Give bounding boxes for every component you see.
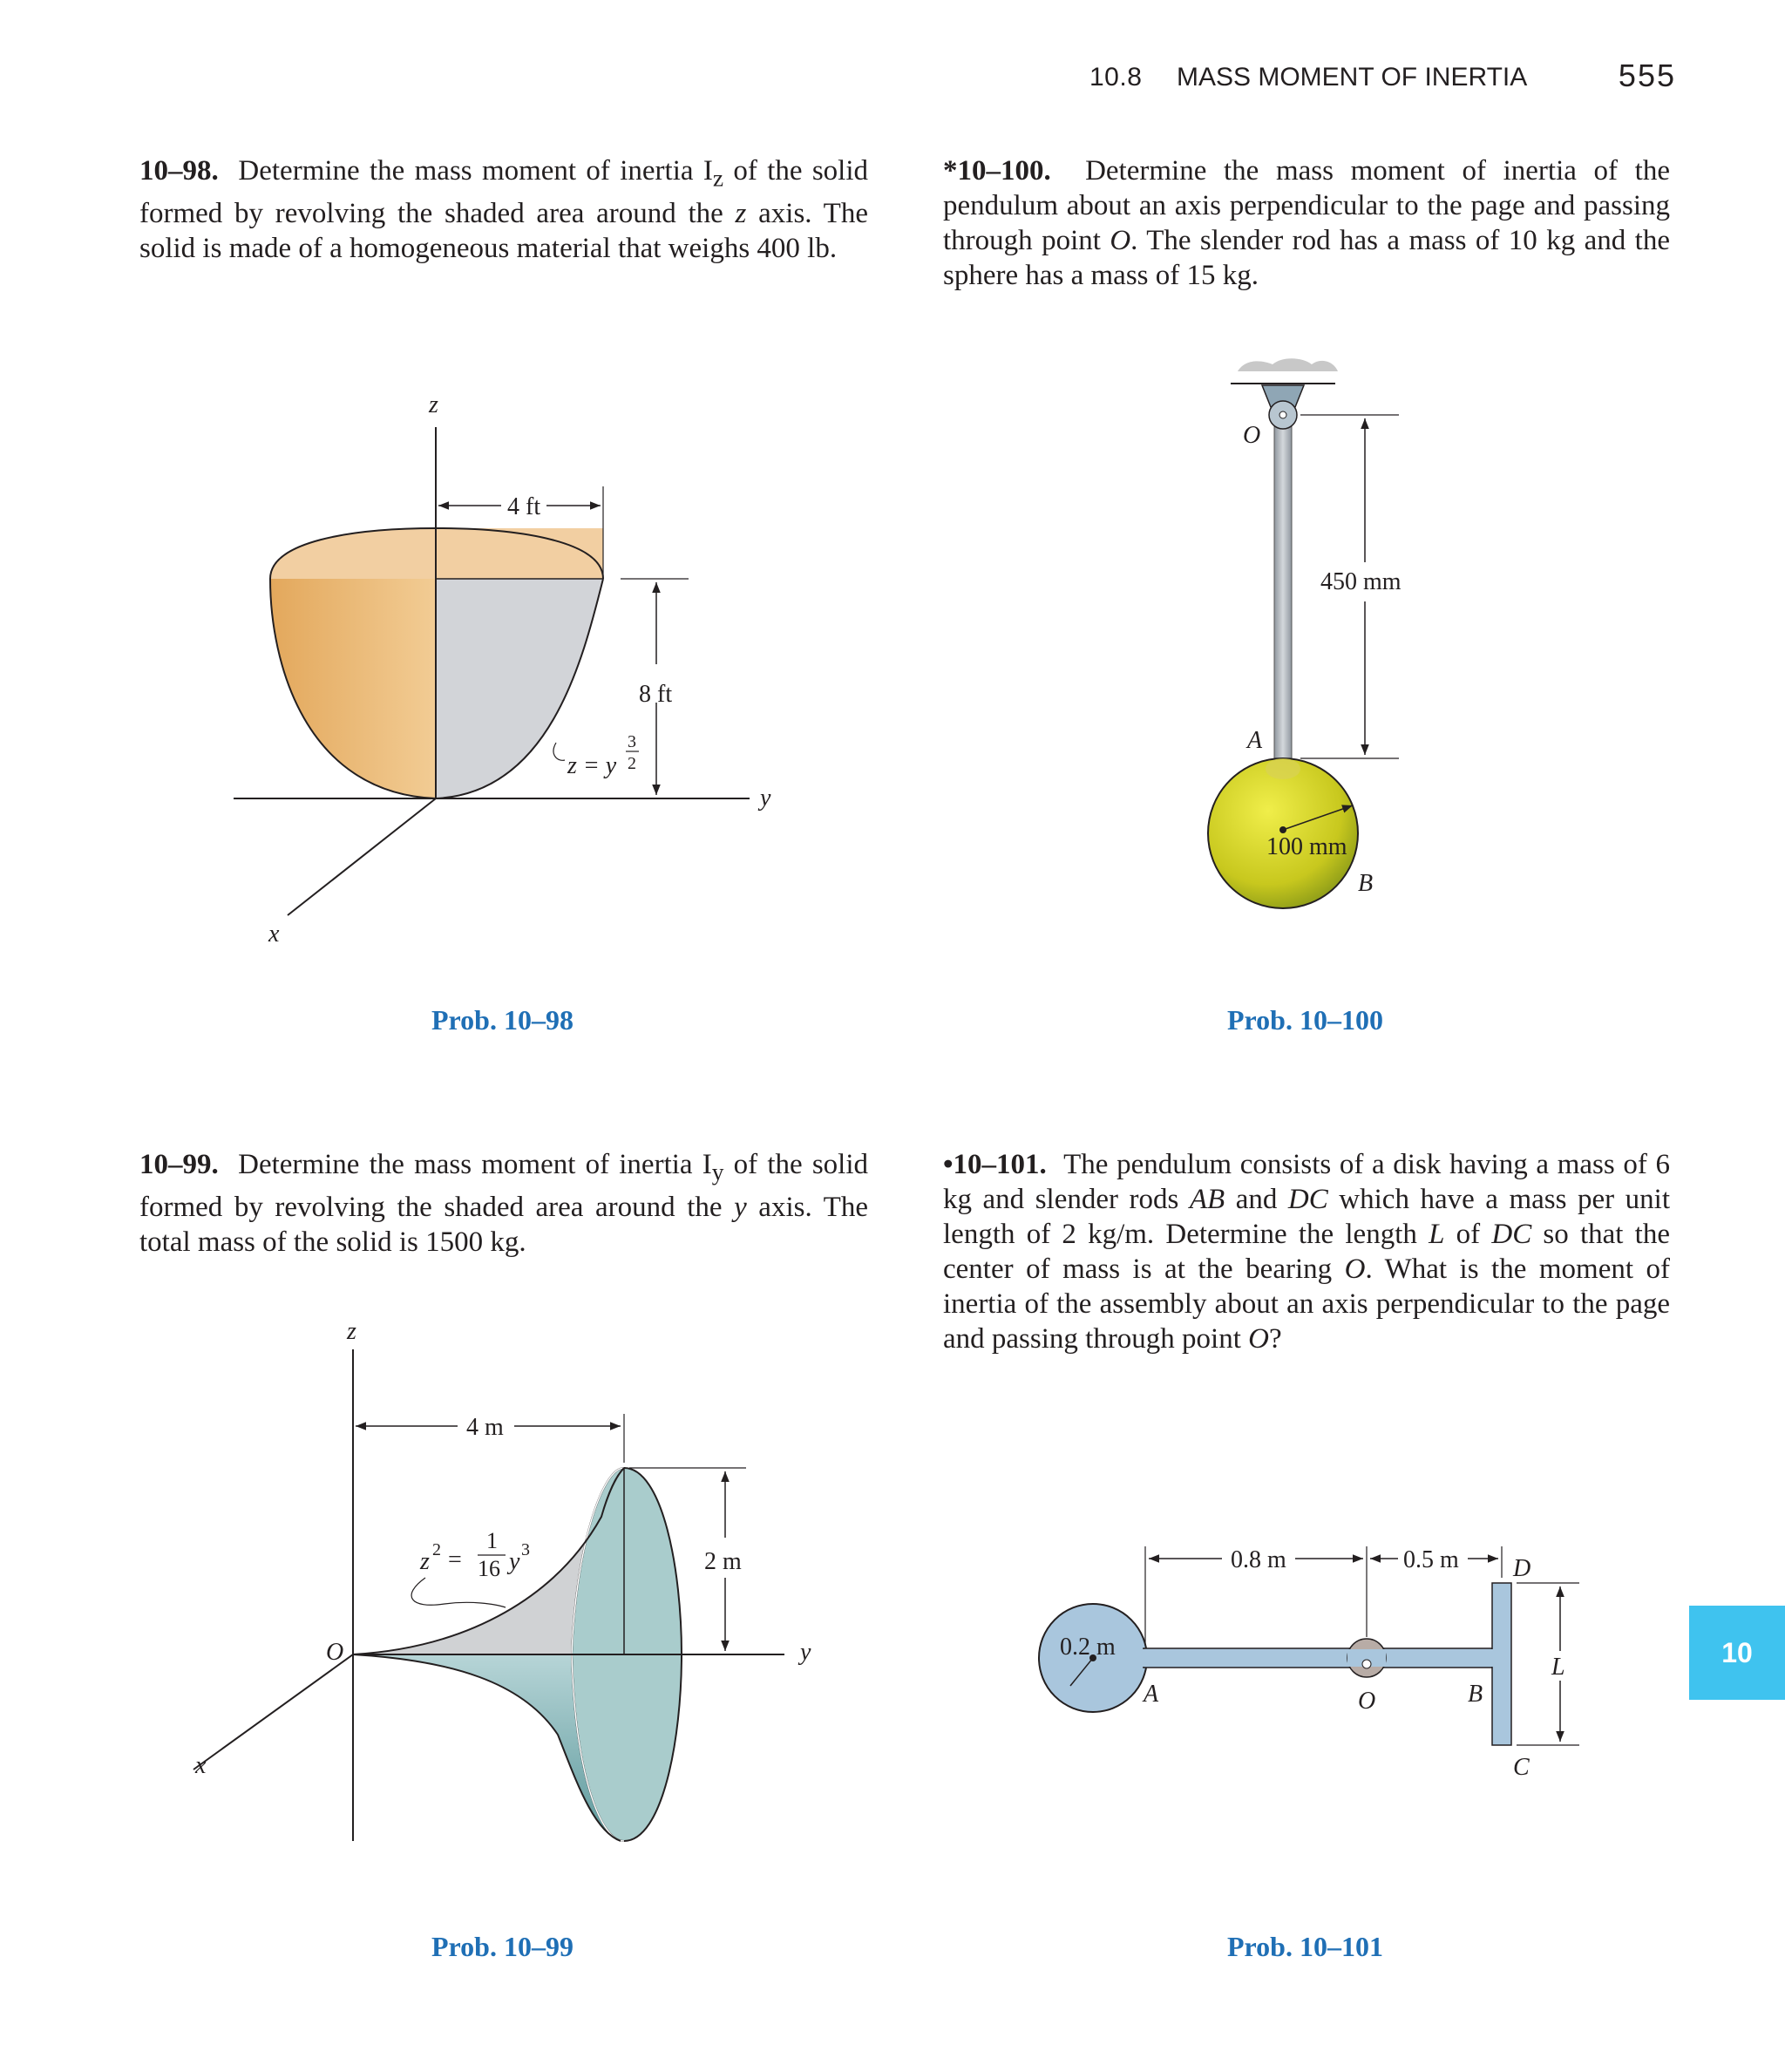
y-axis-label: y	[800, 1639, 811, 1666]
z-axis-label: z	[429, 391, 438, 418]
equation-exp-den: 2	[628, 754, 636, 773]
x-axis-label: x	[195, 1752, 207, 1779]
point-a-label: A	[1247, 727, 1263, 754]
point-a-label: A	[1144, 1681, 1159, 1708]
figure-caption-10-98: Prob. 10–98	[431, 1004, 574, 1036]
point-b-label: B	[1468, 1681, 1483, 1708]
problem-number: •10–101.	[943, 1149, 1047, 1180]
section-title-text: MASS MOMENT OF INERTIA	[1177, 63, 1528, 92]
dim-length-label: 4 m	[466, 1414, 504, 1441]
equation-label: z = y	[567, 752, 617, 779]
bowl-left-half	[270, 579, 436, 798]
dim-radius-label: 2 m	[704, 1548, 742, 1575]
rod-ab	[1144, 1648, 1492, 1668]
problem-number: 10–99.	[139, 1149, 219, 1180]
dim-ob-label: 0.5 m	[1403, 1546, 1459, 1573]
z-axis-label: z	[347, 1318, 356, 1345]
point-o-label: O	[1243, 422, 1261, 449]
dim-height-label: 8 ft	[639, 681, 673, 708]
section-number: 10.8	[1089, 63, 1143, 92]
problem-text: Determine the mass moment of inertia $I_z$ of the solid formed by revolving the shaded area around the z axis. The solid is made of a homogeneous material that weighs 400 lb.	[139, 155, 869, 264]
svg-text:y: y	[509, 1548, 520, 1575]
equation-label	[419, 1528, 530, 1581]
dim-radius-label: 100 mm	[1266, 833, 1347, 860]
point-b-label: B	[1358, 870, 1374, 897]
x-axis-label: x	[268, 921, 280, 948]
equation-leader	[553, 743, 565, 760]
figure-caption-10-101: Prob. 10–101	[1227, 1931, 1383, 1962]
figure-10-101	[1039, 1546, 1579, 1781]
page-number: 555	[1618, 58, 1676, 93]
figure-10-98	[234, 391, 771, 948]
origin-label: O	[326, 1639, 344, 1666]
dim-l-label: L	[1551, 1654, 1565, 1681]
problem-text: Determine the mass moment of inertia $I_y$ of the solid formed by revolving the shaded area around the y axis. The total mass of the solid is 1500 kg.	[139, 1149, 868, 1258]
point-d-label: D	[1513, 1555, 1531, 1582]
point-c-label: C	[1513, 1754, 1530, 1781]
dim-radius-label: 4 ft	[507, 493, 541, 520]
figure-caption-10-100: Prob. 10–100	[1227, 1004, 1383, 1036]
svg-text:1: 1	[486, 1528, 498, 1553]
svg-text:3: 3	[521, 1540, 530, 1559]
point-o-label: O	[1358, 1688, 1376, 1715]
figure-10-99	[193, 1318, 811, 1841]
problem-number: 10–98.	[139, 155, 219, 187]
bowl-top-cut	[436, 528, 603, 579]
svg-text:=: =	[448, 1546, 462, 1573]
problem-text: The pendulum consists of a disk having a mass of 6 kg and slender rods AB and DC which have a mass per unit length of 2 kg/m. Determine the length L of DC so that the center of mass is at the bearing O. What is the moment of inertia of the assembly about an axis perpendicular to the page and passing through point O?	[943, 1149, 1670, 1355]
x-axis	[193, 1654, 353, 1770]
problem-number: *10–100.	[943, 155, 1051, 187]
equation-exp-num: 3	[628, 732, 636, 751]
figure-caption-10-99: Prob. 10–99	[431, 1931, 574, 1962]
ceiling-support	[1238, 358, 1338, 371]
svg-text:2: 2	[432, 1540, 441, 1559]
y-axis-label: y	[760, 785, 771, 812]
dim-ab-label: 0.8 m	[1231, 1546, 1286, 1573]
svg-text:z: z	[420, 1548, 430, 1575]
problem-text: Determine the mass moment of inertia of the pendulum about an axis perpendicular to the page and passing through point O. The slender rod has a mass of 10 kg and the sphere has a mass of 15 kg.	[943, 155, 1671, 291]
svg-text:16: 16	[478, 1556, 500, 1581]
equation-leader	[411, 1578, 506, 1607]
pendulum-rod	[1274, 406, 1292, 764]
dim-disk-label: 0.2 m	[1060, 1634, 1116, 1661]
figure-10-100	[1208, 358, 1402, 908]
dim-rod-label: 450 mm	[1320, 568, 1402, 595]
chapter-tab: 10	[1689, 1606, 1785, 1700]
x-axis	[288, 798, 436, 915]
